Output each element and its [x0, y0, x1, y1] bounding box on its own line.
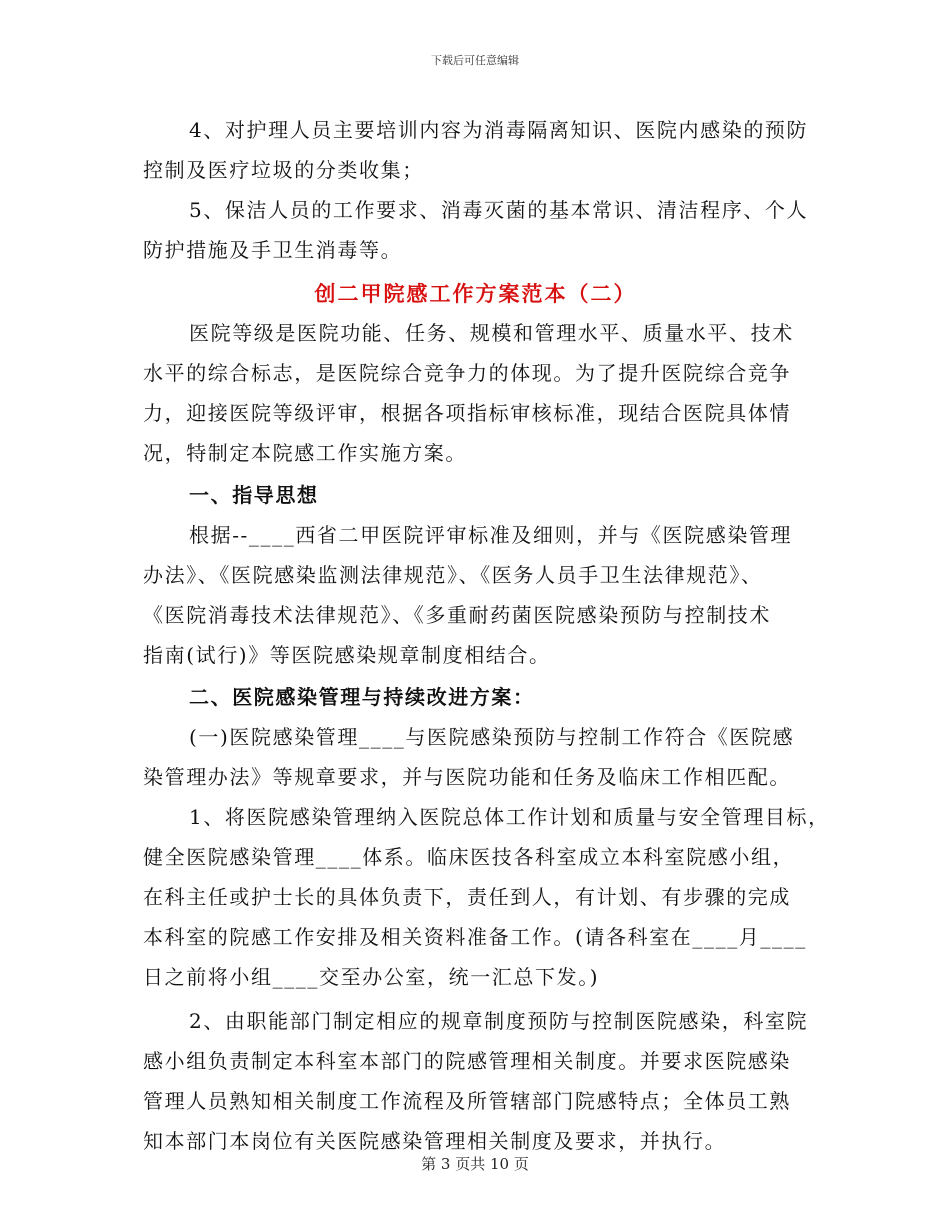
paragraph-sub-1 — [143, 717, 818, 797]
text-line: 知本部门本岗位有关医院感染管理相关制度及要求，并执行。 — [143, 1129, 727, 1153]
page-header: 下载后可任意编辑 — [431, 54, 519, 67]
text-line: 日之前将小组____交至办公室，统一汇总下发。) — [143, 965, 600, 989]
paragraph-item-2 — [143, 1001, 818, 1161]
text-line: 况，特制定本院感工作实施方案。 — [143, 441, 467, 465]
text-line: 管理人员熟知相关制度工作流程及所管辖部门院感特点；全体员工熟 — [143, 1089, 791, 1113]
paragraph-item-4 — [143, 110, 818, 190]
document-title: 创二甲院感工作方案范本（二） — [314, 281, 637, 306]
text-line: 根据--____西省二甲医院评审标准及细则，并与《医院感染管理 — [189, 523, 793, 547]
text-line: 染管理办法》等规章要求，并与医院功能和任务及临床工作相匹配。 — [143, 765, 791, 789]
paragraph-item-5 — [143, 190, 818, 270]
text-line: 力，迎接医院等级评审，根据各项指标审核标准，现结合医院具体情 — [143, 401, 791, 425]
document-body — [143, 110, 830, 1161]
section-heading-management-plan: 二、医院感染管理与持续改进方案： — [189, 685, 535, 709]
text-line: (一)医院感染管理____与医院感染预防与控制工作符合《医院感 — [189, 725, 795, 749]
text-line: 1、将医院感染管理纳入医院总体工作计划和质量与安全管理目标， — [189, 805, 830, 829]
text-line: 指南(试行)》等医院感染规章制度相结合。 — [143, 643, 551, 667]
text-line: 感小组负责制定本科室本部门的院感管理相关制度。并要求医院感染 — [143, 1049, 791, 1073]
page-footer: 第 3 页共 10 页 — [421, 1155, 529, 1173]
text-line: 水平的综合标志，是医院综合竞争力的体现。为了提升医院综合竞争 — [143, 361, 791, 385]
text-line: 在科主任或护士长的具体负责下，责任到人，有计划、有步骤的完成 — [143, 885, 791, 909]
text-line: 防护措施及手卫生消毒等。 — [143, 238, 403, 262]
text-line: 5、保洁人员的工作要求、消毒灭菌的基本常识、清洁程序、个人 — [189, 198, 809, 222]
text-line: 4、对护理人员主要培训内容为消毒隔离知识、医院内感染的预防 — [189, 118, 809, 142]
paragraph-item-1 — [143, 797, 830, 997]
paragraph-intro — [143, 313, 818, 473]
text-line: 医院等级是医院功能、任务、规模和管理水平、质量水平、技术 — [189, 321, 794, 345]
text-line: 健全医院感染管理____体系。临床医技各科室成立本科室院感小组， — [143, 845, 795, 869]
text-line: 本科室的院感工作安排及相关资料准备工作。(请各科室在____月____ — [143, 925, 807, 949]
paragraph-basis — [143, 515, 818, 675]
text-line: 控制及医疗垃圾的分类收集； — [143, 158, 424, 182]
section-heading-guiding-idea: 一、指导思想 — [189, 483, 319, 507]
text-line: 办法》、《医院感染监测法律规范》、《医务人员手卫生法律规范》、 — [143, 563, 763, 587]
text-line: 2、由职能部门制定相应的规章制度预防与控制医院感染，科室院 — [189, 1009, 809, 1033]
text-line: 《医院消毒技术法律规范》、《多重耐药菌医院感染预防与控制技术 — [143, 603, 771, 627]
